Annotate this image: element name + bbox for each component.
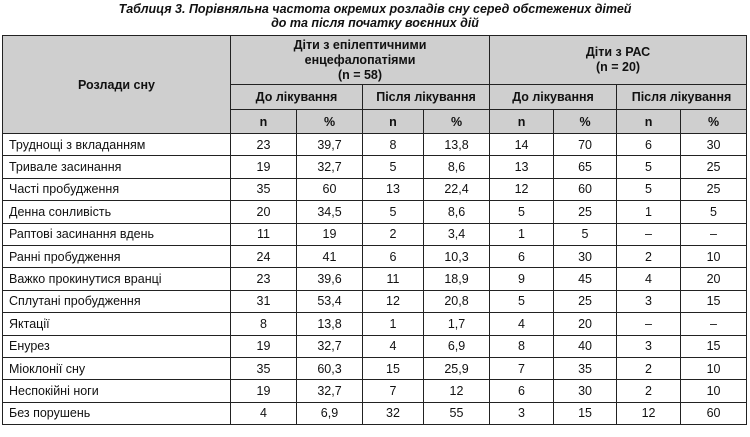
cell-count: 35	[231, 178, 297, 200]
cell-count: 32	[363, 402, 424, 424]
cell-percent: 60	[297, 178, 363, 200]
cell-count: 6	[490, 245, 554, 267]
header-asd-before: До лікування	[490, 85, 617, 110]
cell-percent: –	[681, 313, 747, 335]
row-label: Яктації	[3, 313, 231, 335]
cell-percent: 8,6	[424, 201, 490, 223]
header-n: n	[617, 110, 681, 134]
cell-percent: 60,3	[297, 357, 363, 379]
table-row	[3, 201, 747, 223]
header-group-epileptic	[231, 36, 490, 85]
cell-percent: 15	[681, 335, 747, 357]
cell-count: 4	[490, 313, 554, 335]
cell-count: 8	[231, 313, 297, 335]
cell-percent: 32,7	[297, 156, 363, 178]
table-row	[3, 380, 747, 402]
cell-percent: 39,7	[297, 134, 363, 156]
cell-percent: 25	[681, 156, 747, 178]
cell-count: 3	[617, 335, 681, 357]
cell-count: 3	[490, 402, 554, 424]
cell-percent: 10	[681, 380, 747, 402]
header-asd-after: Після лікування	[617, 85, 747, 110]
cell-count: 8	[490, 335, 554, 357]
sleep-disorders-table	[2, 35, 747, 425]
table-row	[3, 290, 747, 312]
cell-percent: 39,6	[297, 268, 363, 290]
cell-percent: 53,4	[297, 290, 363, 312]
table-row	[3, 335, 747, 357]
cell-count: 6	[490, 380, 554, 402]
cell-percent: 10,3	[424, 245, 490, 267]
row-label: Міоклонії сну	[3, 357, 231, 379]
cell-percent: 13,8	[297, 313, 363, 335]
cell-count: 5	[363, 201, 424, 223]
cell-percent: 10	[681, 357, 747, 379]
header-group-epileptic-line1: Діти з епілептичними	[293, 37, 427, 52]
cell-count: 4	[363, 335, 424, 357]
cell-percent: 25,9	[424, 357, 490, 379]
cell-percent: 30	[681, 134, 747, 156]
cell-percent: 6,9	[297, 402, 363, 424]
header-group-epileptic-line2: енцефалопатіями	[304, 52, 416, 67]
cell-count: 8	[363, 134, 424, 156]
cell-percent: 1,7	[424, 313, 490, 335]
cell-count: 7	[363, 380, 424, 402]
cell-percent: 6,9	[424, 335, 490, 357]
cell-count: 5	[490, 290, 554, 312]
header-n: n	[363, 110, 424, 134]
cell-count: –	[617, 223, 681, 245]
caption-line-2: до та після початку воєнних дій	[271, 16, 479, 30]
cell-count: 1	[490, 223, 554, 245]
header-n: n	[231, 110, 297, 134]
cell-count: 12	[363, 290, 424, 312]
cell-count: 11	[231, 223, 297, 245]
cell-count: 24	[231, 245, 297, 267]
cell-percent: 60	[554, 178, 617, 200]
cell-percent: 12	[424, 380, 490, 402]
row-label: Часті пробудження	[3, 178, 231, 200]
row-label: Денна сонливість	[3, 201, 231, 223]
cell-percent: 45	[554, 268, 617, 290]
row-label: Сплутані пробудження	[3, 290, 231, 312]
cell-count: 3	[617, 290, 681, 312]
caption-line-1: Таблиця 3. Порівняльна частота окремих розладів сну серед обстежених дітей	[118, 2, 632, 16]
cell-percent: 20,8	[424, 290, 490, 312]
cell-count: 2	[617, 245, 681, 267]
cell-count: 7	[490, 357, 554, 379]
table-row	[3, 268, 747, 290]
cell-count: 19	[231, 156, 297, 178]
cell-percent: 30	[554, 245, 617, 267]
table-body	[3, 134, 747, 425]
cell-percent: 3,4	[424, 223, 490, 245]
cell-percent: 32,7	[297, 335, 363, 357]
cell-count: 5	[617, 178, 681, 200]
header-epileptic-after: Після лікування	[363, 85, 490, 110]
row-label: Неспокійні ноги	[3, 380, 231, 402]
cell-count: 2	[617, 357, 681, 379]
cell-percent: 30	[554, 380, 617, 402]
table-row	[3, 134, 747, 156]
cell-percent: 25	[554, 201, 617, 223]
cell-count: 35	[231, 357, 297, 379]
cell-percent: 20	[681, 268, 747, 290]
header-pct: %	[681, 110, 747, 134]
cell-count: 13	[490, 156, 554, 178]
cell-percent: 5	[554, 223, 617, 245]
cell-count: 19	[231, 335, 297, 357]
cell-percent: 32,7	[297, 380, 363, 402]
cell-count: 12	[490, 178, 554, 200]
table-row	[3, 178, 747, 200]
table-row	[3, 223, 747, 245]
row-label: Енурез	[3, 335, 231, 357]
table-row	[3, 357, 747, 379]
header-group-epileptic-n: (n = 58)	[337, 67, 383, 82]
cell-count: 6	[363, 245, 424, 267]
cell-count: 1	[363, 313, 424, 335]
cell-percent: 60	[681, 402, 747, 424]
header-epileptic-before: До лікування	[231, 85, 363, 110]
header-pct: %	[554, 110, 617, 134]
cell-count: 20	[231, 201, 297, 223]
header-pct: %	[297, 110, 363, 134]
cell-count: 14	[490, 134, 554, 156]
table-row	[3, 402, 747, 424]
cell-count: 5	[617, 156, 681, 178]
cell-percent: 19	[297, 223, 363, 245]
cell-count: 2	[363, 223, 424, 245]
table-caption	[0, 0, 750, 33]
cell-count: 4	[617, 268, 681, 290]
row-label: Ранні пробудження	[3, 245, 231, 267]
cell-count: 5	[363, 156, 424, 178]
cell-percent: 34,5	[297, 201, 363, 223]
header-group-asd	[490, 36, 747, 85]
cell-percent: 5	[681, 201, 747, 223]
cell-percent: 15	[681, 290, 747, 312]
table-row	[3, 156, 747, 178]
cell-count: 23	[231, 268, 297, 290]
cell-percent: 40	[554, 335, 617, 357]
header-group-asd-line1: Діти з РАС	[585, 45, 651, 59]
cell-percent: 25	[681, 178, 747, 200]
cell-count: 2	[617, 380, 681, 402]
row-label: Труднощі з вкладанням	[3, 134, 231, 156]
cell-count: –	[617, 313, 681, 335]
cell-percent: 41	[297, 245, 363, 267]
cell-count: 5	[490, 201, 554, 223]
cell-percent: 65	[554, 156, 617, 178]
table-row	[3, 313, 747, 335]
table-row	[3, 245, 747, 267]
header-group-asd-n: (n = 20)	[595, 60, 641, 74]
cell-percent: 35	[554, 357, 617, 379]
cell-percent: 18,9	[424, 268, 490, 290]
cell-count: 23	[231, 134, 297, 156]
row-label: Раптові засинання вдень	[3, 223, 231, 245]
cell-count: 31	[231, 290, 297, 312]
header-pct: %	[424, 110, 490, 134]
cell-count: 19	[231, 380, 297, 402]
row-label: Тривале засинання	[3, 156, 231, 178]
header-n: n	[490, 110, 554, 134]
cell-percent: 70	[554, 134, 617, 156]
cell-count: 1	[617, 201, 681, 223]
cell-percent: 20	[554, 313, 617, 335]
cell-percent: –	[681, 223, 747, 245]
cell-percent: 15	[554, 402, 617, 424]
cell-percent: 22,4	[424, 178, 490, 200]
cell-percent: 55	[424, 402, 490, 424]
cell-count: 11	[363, 268, 424, 290]
cell-percent: 10	[681, 245, 747, 267]
cell-count: 4	[231, 402, 297, 424]
cell-percent: 13,8	[424, 134, 490, 156]
cell-count: 6	[617, 134, 681, 156]
header-row-label: Розлади сну	[3, 36, 231, 134]
row-label: Важко прокинутися вранці	[3, 268, 231, 290]
cell-count: 13	[363, 178, 424, 200]
cell-count: 12	[617, 402, 681, 424]
cell-count: 9	[490, 268, 554, 290]
cell-percent: 8,6	[424, 156, 490, 178]
cell-count: 15	[363, 357, 424, 379]
cell-percent: 25	[554, 290, 617, 312]
row-label: Без порушень	[3, 402, 231, 424]
